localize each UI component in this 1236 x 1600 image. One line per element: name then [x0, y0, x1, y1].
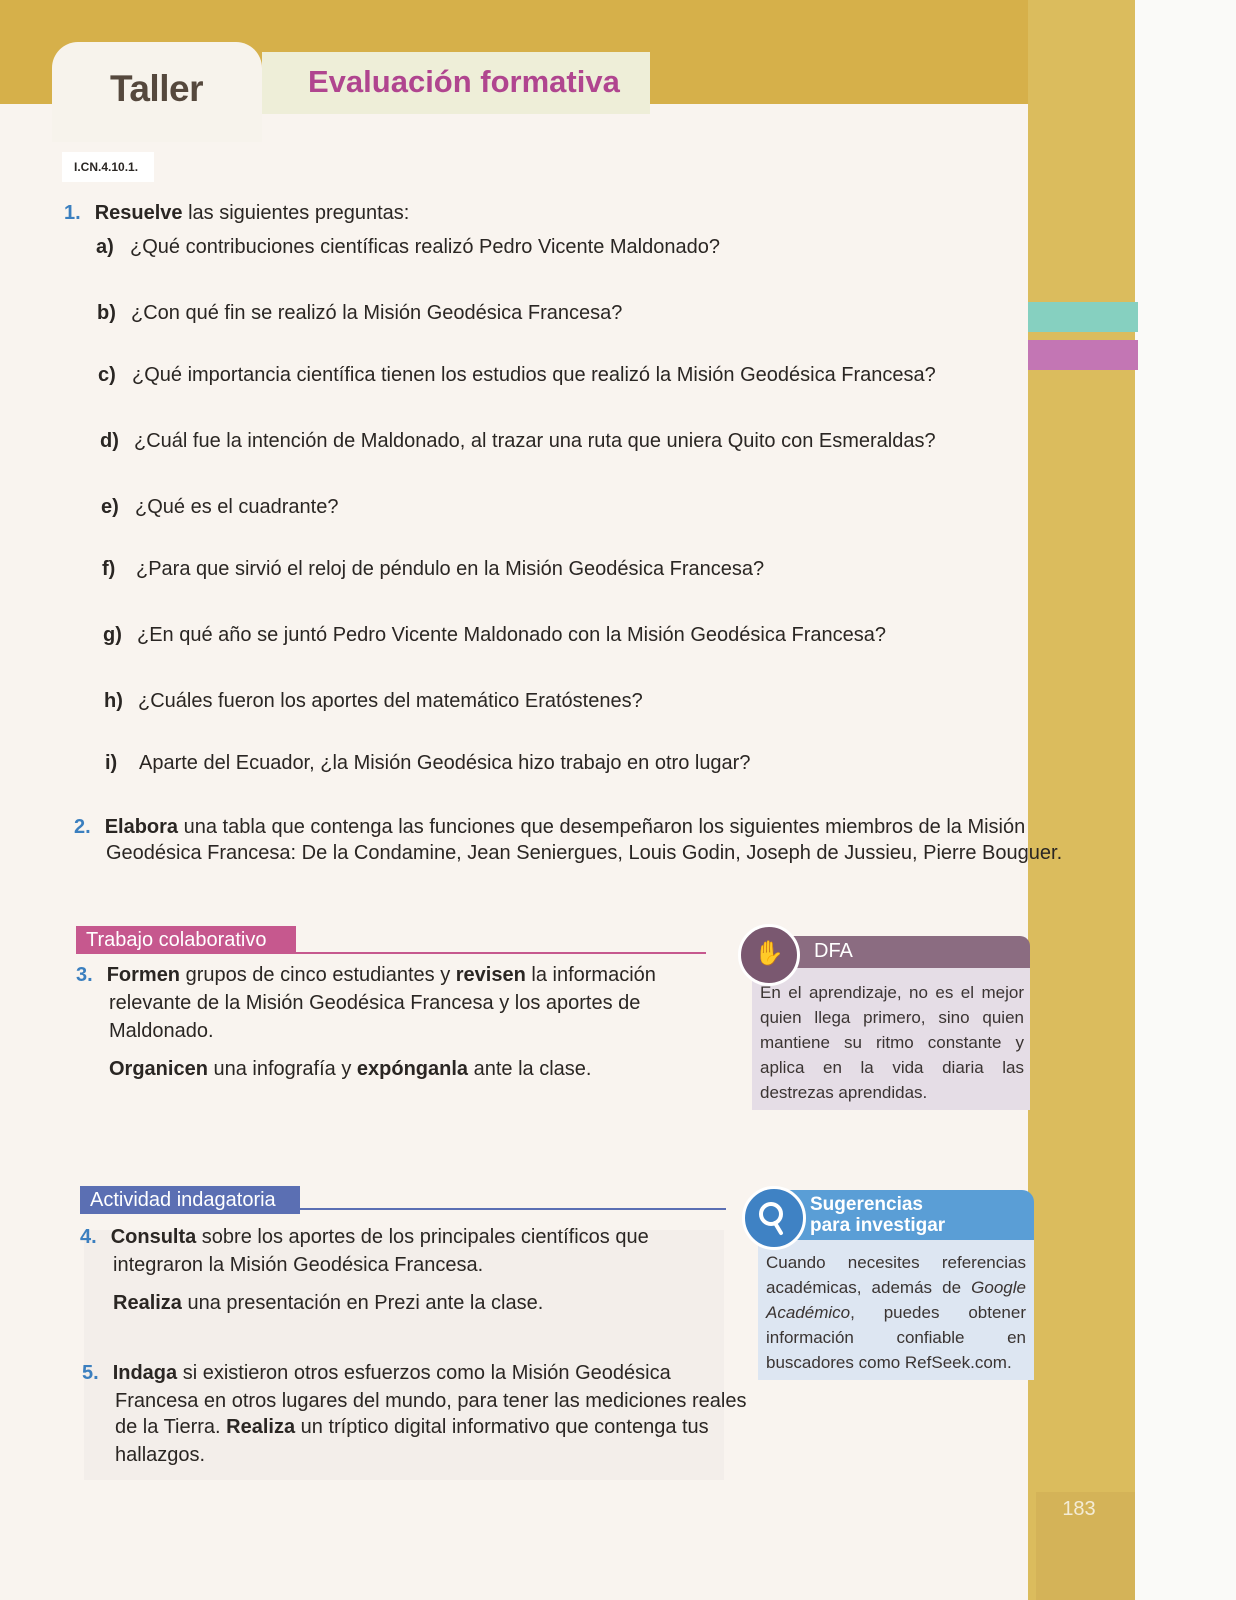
question-verb: Organicen — [109, 1058, 208, 1080]
subquestion-letter: d) — [100, 430, 119, 452]
question-5-line-3 — [115, 1414, 709, 1441]
dfa-header — [766, 936, 1030, 968]
question-verb: Consulta — [110, 1226, 197, 1248]
question-text: una infografía y — [207, 1058, 357, 1080]
subquestion-letter: a) — [96, 236, 114, 258]
question-2-line-2: Geodésica Francesa: De la Condamine, Jean Seniergues, Louis Godin, Joseph de Jussieu, Pierre Bouguer. — [106, 842, 1063, 864]
suggestions-title-line-2: para investigar — [810, 1215, 946, 1236]
question-text: grupos de cinco estudiantes y — [180, 964, 456, 986]
subquestion-letter: h) — [104, 690, 123, 712]
subquestion-g — [103, 622, 886, 649]
subquestion-text: Aparte del Ecuador, ¿la Misión Geodésica hizo trabajo en otro lugar? — [139, 752, 751, 774]
question-verb: Resuelve — [94, 202, 183, 224]
page-margin — [1135, 0, 1236, 1600]
subquestion-b — [97, 300, 622, 327]
subquestion-text: ¿En qué año se juntó Pedro Vicente Maldonado con la Misión Geodésica Francesa? — [137, 624, 886, 646]
subquestion-letter: e) — [101, 496, 119, 518]
question-verb: Formen — [106, 964, 181, 986]
tab-workshop-label: Taller — [110, 68, 203, 109]
subquestion-text: ¿Qué contribuciones científicas realizó Pedro Vicente Maldonado? — [130, 236, 720, 258]
subquestion-c — [98, 362, 936, 389]
subquestion-letter: i) — [105, 752, 118, 774]
inquiry-rule — [300, 1208, 726, 1210]
subquestion-text: ¿Cuáles fueron los aportes del matemático Eratóstenes? — [138, 690, 643, 712]
question-verb: Realiza — [113, 1292, 182, 1314]
question-verb: expónganla — [356, 1058, 469, 1080]
hands-icon: ✋ — [738, 924, 800, 986]
question-text: de la Tierra. — [115, 1416, 227, 1438]
question-5-line-4: hallazgos. — [115, 1444, 206, 1466]
suggestions-title-line-1: Sugerencias — [810, 1194, 923, 1215]
question-number: 5. — [82, 1362, 99, 1384]
question-3-line-4 — [109, 1056, 591, 1083]
subquestion-a — [96, 234, 720, 261]
subquestion-text: ¿Para que sirvió el reloj de péndulo en la Misión Geodésica Francesa? — [136, 558, 765, 580]
question-text: una presentación en Prezi ante la clase. — [181, 1292, 544, 1314]
question-verb: Indaga — [112, 1362, 178, 1384]
question-verb: Elabora — [104, 816, 179, 838]
subquestion-letter: b) — [97, 302, 116, 324]
question-3-line-3: Maldonado. — [109, 1020, 214, 1042]
question-text: la información — [525, 964, 656, 986]
magnifier-icon — [742, 1186, 806, 1250]
question-verb: Realiza — [226, 1416, 296, 1438]
question-4-line-2: integraron la Misión Geodésica Francesa. — [113, 1254, 484, 1276]
collab-heading: Trabajo colaborativo — [76, 926, 296, 954]
suggestions-text — [766, 1250, 1026, 1375]
question-number: 2. — [74, 816, 91, 838]
question-1 — [64, 200, 409, 227]
suggestions-text-italic: Google Académico — [766, 1278, 1026, 1322]
dfa-title: DFA — [814, 940, 853, 962]
magnifier-glyph — [745, 1189, 803, 1247]
suggestions-text-end: , puedes obtener información confiable en buscadores como RefSeek.com. — [766, 1303, 1026, 1372]
question-text: una tabla que contenga las funciones que desempeñaron los siguientes miembros de la Misión — [178, 816, 1026, 838]
tab-evaluation — [262, 52, 650, 114]
subquestion-d — [100, 428, 936, 455]
subquestion-text: ¿Qué es el cuadrante? — [135, 496, 339, 518]
page-number: 183 — [1062, 1498, 1096, 1520]
indicator-code: I.CN.4.10.1. — [62, 152, 154, 182]
question-text: ante la clase. — [468, 1058, 592, 1080]
question-3-line-2: relevante de la Misión Geodésica Francesa y los aportes de — [109, 992, 641, 1014]
question-number: 3. — [76, 964, 93, 986]
subquestion-i — [105, 750, 750, 777]
question-4-line-3 — [113, 1290, 543, 1317]
question-verb: revisen — [455, 964, 526, 986]
subquestion-letter: g) — [103, 624, 122, 646]
question-text: un tríptico digital informativo que contenga tus — [295, 1416, 709, 1438]
subquestion-letter: f) — [102, 558, 116, 580]
subquestion-e — [101, 494, 338, 521]
subquestion-text: ¿Cuál fue la intención de Maldonado, al trazar una ruta que uniera Quito con Esmeraldas? — [134, 430, 936, 452]
question-4 — [80, 1224, 649, 1251]
tab-evaluation-label: Evaluación formativa — [308, 64, 620, 99]
subquestion-f — [102, 556, 764, 583]
question-5-line-2: Francesa en otros lugares del mundo, para tener las mediciones reales — [115, 1390, 747, 1412]
question-3 — [76, 962, 656, 989]
suggestions-header — [772, 1190, 1034, 1240]
section-tab-pink — [1028, 340, 1138, 370]
collab-rule — [296, 952, 706, 954]
question-text: sobre los aportes de los principales científicos que — [196, 1226, 649, 1248]
tab-workshop — [52, 42, 262, 142]
subquestion-letter: c) — [98, 364, 116, 386]
side-band — [1028, 0, 1135, 1600]
subquestion-h — [104, 688, 643, 715]
inquiry-heading: Actividad indagatoria — [80, 1186, 300, 1214]
dfa-text: En el aprendizaje, no es el mejor quien llega primero, sino quien mantiene su ritmo constante y aplica en la vida diaria las destrezas aprendidas. — [760, 983, 1024, 1102]
question-number: 4. — [80, 1226, 97, 1248]
suggestions-title — [810, 1194, 945, 1236]
question-2 — [74, 814, 1025, 841]
suggestions-text-start: Cuando necesites referencias académicas, además de — [766, 1253, 1026, 1297]
question-text: si existieron otros esfuerzos como la Misión Geodésica — [177, 1362, 671, 1384]
subquestion-text: ¿Qué importancia científica tienen los estudios que realizó la Misión Geodésica Francesa? — [132, 364, 936, 386]
question-text: las siguientes preguntas: — [182, 202, 410, 224]
question-5 — [82, 1360, 671, 1387]
section-tab-teal — [1028, 302, 1138, 332]
question-number: 1. — [64, 202, 81, 224]
subquestion-text: ¿Con qué fin se realizó la Misión Geodésica Francesa? — [131, 302, 623, 324]
